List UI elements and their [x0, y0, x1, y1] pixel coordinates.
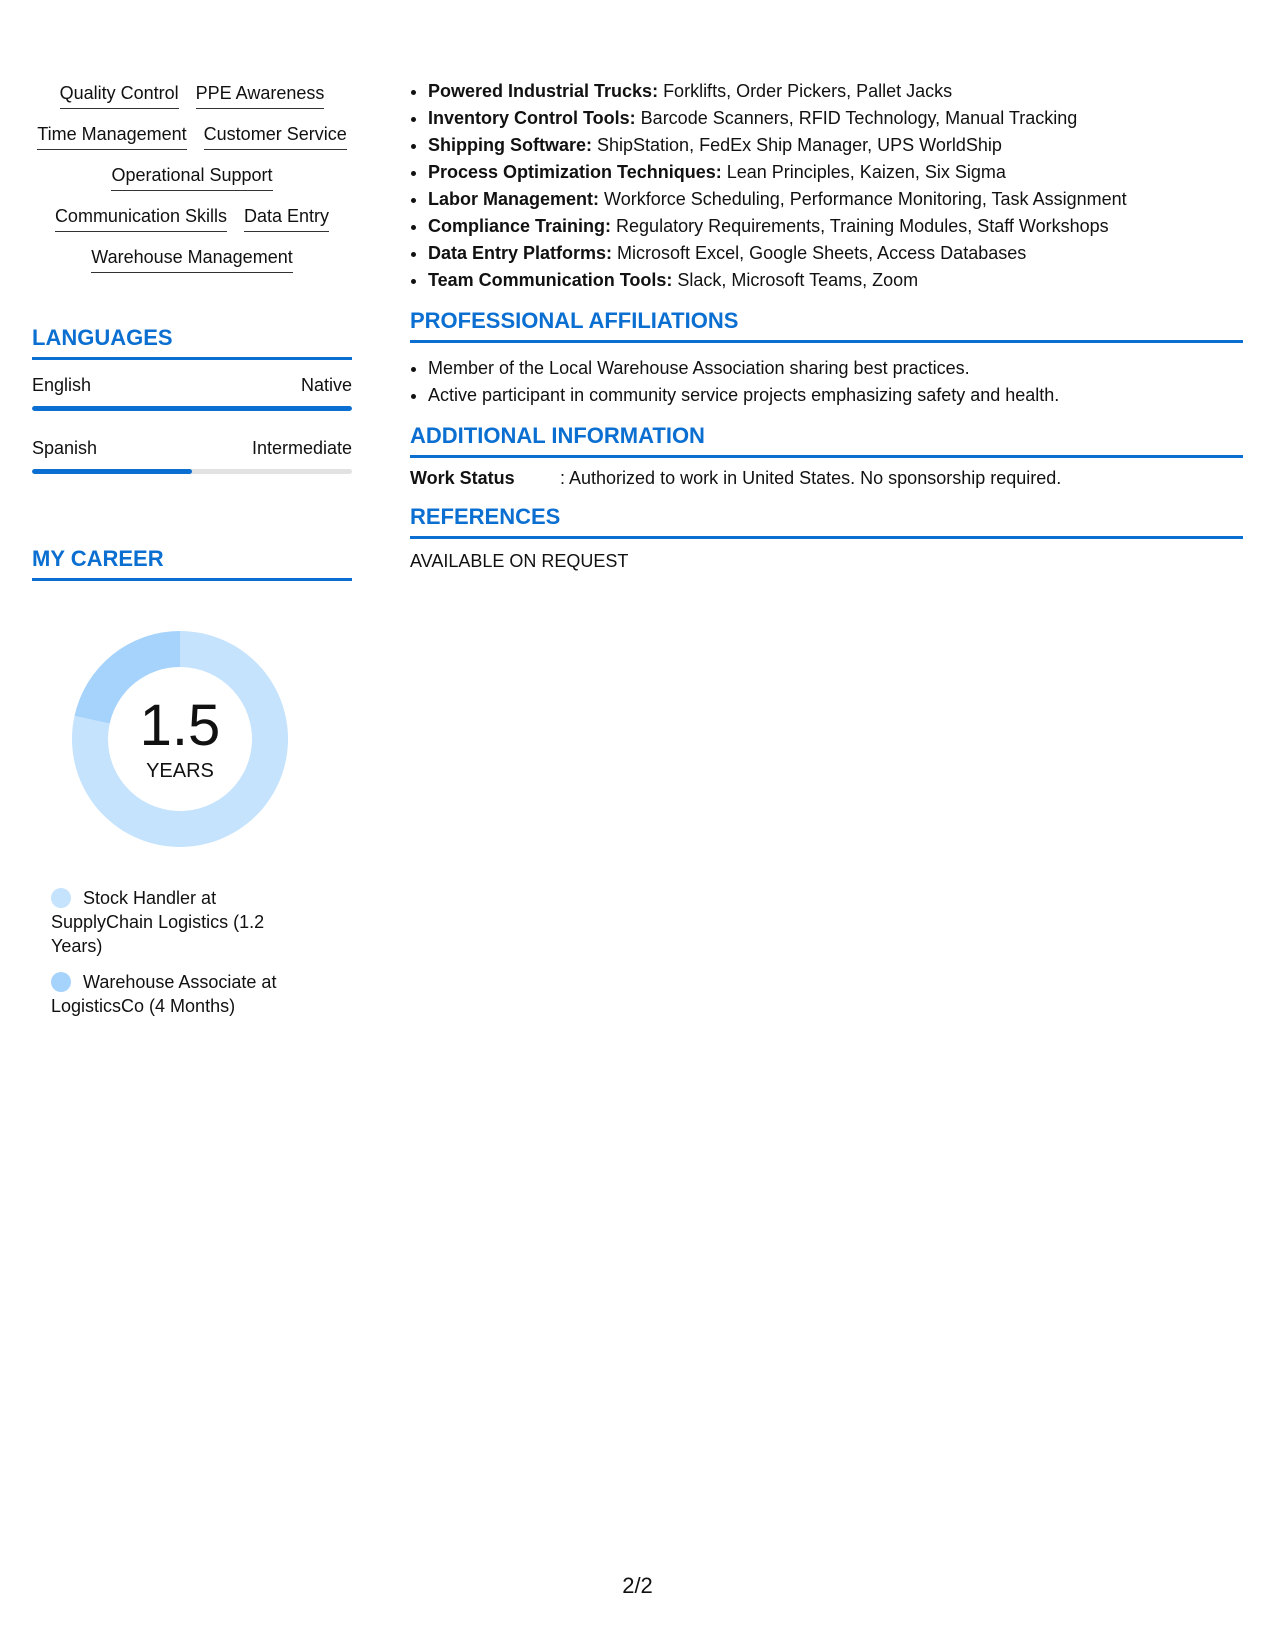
- language-item: [32, 437, 352, 474]
- list-item: • Process Optimization Techniques: Lean Principles, Kaizen, Six Sigma: [428, 159, 1243, 186]
- language-level: Native: [300, 375, 352, 395]
- legend-label: Warehouse Associate at LogisticsCo (4 Months): [51, 972, 277, 1016]
- legend-item: [51, 886, 301, 958]
- language-proficiency-bar: [32, 469, 352, 474]
- list-item: • Shipping Software: ShipStation, FedEx Ship Manager, UPS WorldShip: [428, 132, 1243, 159]
- career-donut-chart: [65, 624, 295, 854]
- language-proficiency-bar: [32, 406, 352, 411]
- list-item: • Active participant in community service projects emphasizing safety and health.: [428, 382, 1243, 409]
- list-item: • Powered Industrial Trucks: Forklifts, Order Pickers, Pallet Jacks: [428, 78, 1243, 105]
- language-name: Spanish: [32, 438, 98, 458]
- career-heading: MY CAREER: [32, 546, 352, 581]
- list-item: • Compliance Training: Regulatory Requirements, Training Modules, Staff Workshops: [428, 213, 1243, 240]
- languages-heading: LANGUAGES: [32, 325, 352, 360]
- affiliations-section: [410, 308, 1243, 409]
- affiliations-heading: PROFESSIONAL AFFILIATIONS: [410, 308, 1243, 343]
- career-total-value: 1.5: [139, 693, 221, 758]
- list-item: • Labor Management: Workforce Scheduling, Performance Monitoring, Task Assignment: [428, 186, 1243, 213]
- career-legend: [51, 886, 301, 1018]
- page-number: 2/2: [622, 1573, 653, 1598]
- language-level: Intermediate: [251, 438, 352, 458]
- work-status-label: Work Status: [410, 468, 515, 488]
- legend-dot: [51, 888, 71, 908]
- skill-tag: Operational Support: [111, 164, 272, 191]
- skills-tags: [32, 82, 352, 273]
- skill-tag: Data Entry: [244, 205, 329, 232]
- skill-tag: Customer Service: [204, 123, 347, 150]
- additional-info-heading: ADDITIONAL INFORMATION: [410, 423, 1243, 458]
- references-section: [410, 504, 1243, 573]
- career-total-unit: YEARS: [146, 760, 214, 782]
- list-item: • Member of the Local Warehouse Association sharing best practices.: [428, 355, 1243, 382]
- language-name: English: [32, 375, 92, 395]
- language-proficiency-fill: [32, 469, 192, 474]
- skill-tag: PPE Awareness: [196, 82, 325, 109]
- list-item: • Team Communication Tools: Slack, Microsoft Teams, Zoom: [428, 267, 1243, 294]
- legend-dot: [51, 972, 71, 992]
- references-text: AVAILABLE ON REQUEST: [410, 551, 629, 571]
- tools-list: [410, 78, 1243, 294]
- additional-info-section: [410, 423, 1243, 490]
- legend-item: [51, 970, 301, 1018]
- list-item: • Inventory Control Tools: Barcode Scanners, RFID Technology, Manual Tracking: [428, 105, 1243, 132]
- legend-label: Stock Handler at SupplyChain Logistics (1.2 Years): [51, 888, 265, 956]
- skill-tag: Quality Control: [60, 82, 179, 109]
- skill-tag: Communication Skills: [55, 205, 227, 232]
- skill-tag: Warehouse Management: [91, 246, 292, 273]
- language-proficiency-fill: [32, 406, 352, 411]
- language-item: [32, 374, 352, 411]
- skill-tag: Time Management: [37, 123, 186, 150]
- left-column: [32, 82, 352, 1018]
- list-item: • Data Entry Platforms: Microsoft Excel, Google Sheets, Access Databases: [428, 240, 1243, 267]
- work-status-value: : Authorized to work in United States. No sponsorship required.: [560, 468, 1062, 488]
- right-column: [410, 78, 1243, 573]
- references-heading: REFERENCES: [410, 504, 1243, 539]
